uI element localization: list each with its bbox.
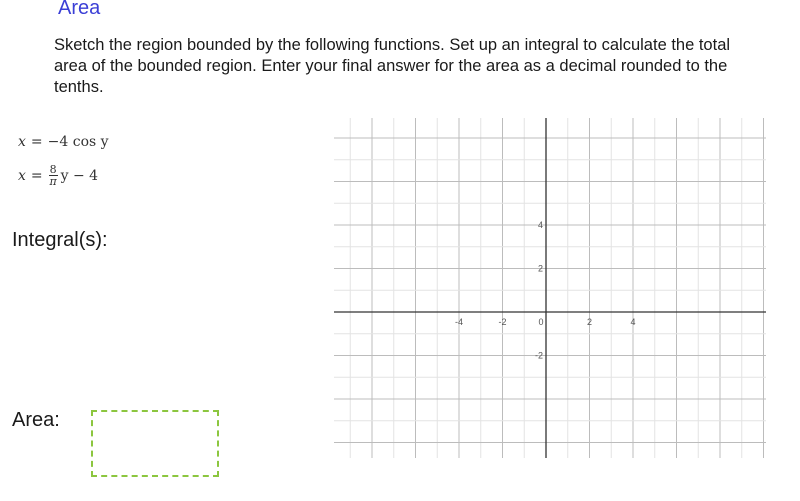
equation-2-fraction: [49, 164, 58, 187]
graph-canvas[interactable]: [334, 118, 766, 458]
x-tick-label: -4: [454, 317, 464, 327]
integral-label: Integral(s):: [12, 229, 108, 251]
equation-1-equals: =: [30, 134, 43, 150]
equation-2-denominator: π: [49, 175, 57, 188]
area-label: Area:: [12, 409, 60, 431]
x-tick-label: 4: [630, 317, 636, 327]
x-tick-label: 2: [586, 317, 593, 327]
x-tick-label: 0: [538, 317, 544, 327]
page-title: Area: [58, 0, 101, 19]
x-tick-label: -2: [498, 317, 507, 327]
equation-2: [18, 164, 98, 187]
y-tick-label: -2: [534, 350, 543, 361]
equation-1: [18, 134, 109, 150]
equation-2-rest: y − 4: [60, 167, 99, 184]
area-answer-input[interactable]: [91, 410, 219, 477]
equation-1-rhs: −4 cos y: [47, 134, 109, 150]
problem-prompt: Sketch the region bounded by the following functions. Set up an integral to calculate the total area of the bounded region. Enter your final answer for the area as a decimal rounded to the tenths.: [54, 36, 731, 96]
equation-2-numerator: 8: [49, 163, 57, 176]
equation-2-variable: x: [18, 167, 26, 184]
equation-2-equals: =: [30, 167, 43, 184]
equation-1-variable: x: [18, 134, 26, 150]
y-tick-label: 4: [537, 220, 543, 230]
y-tick-label: 2: [537, 263, 543, 274]
